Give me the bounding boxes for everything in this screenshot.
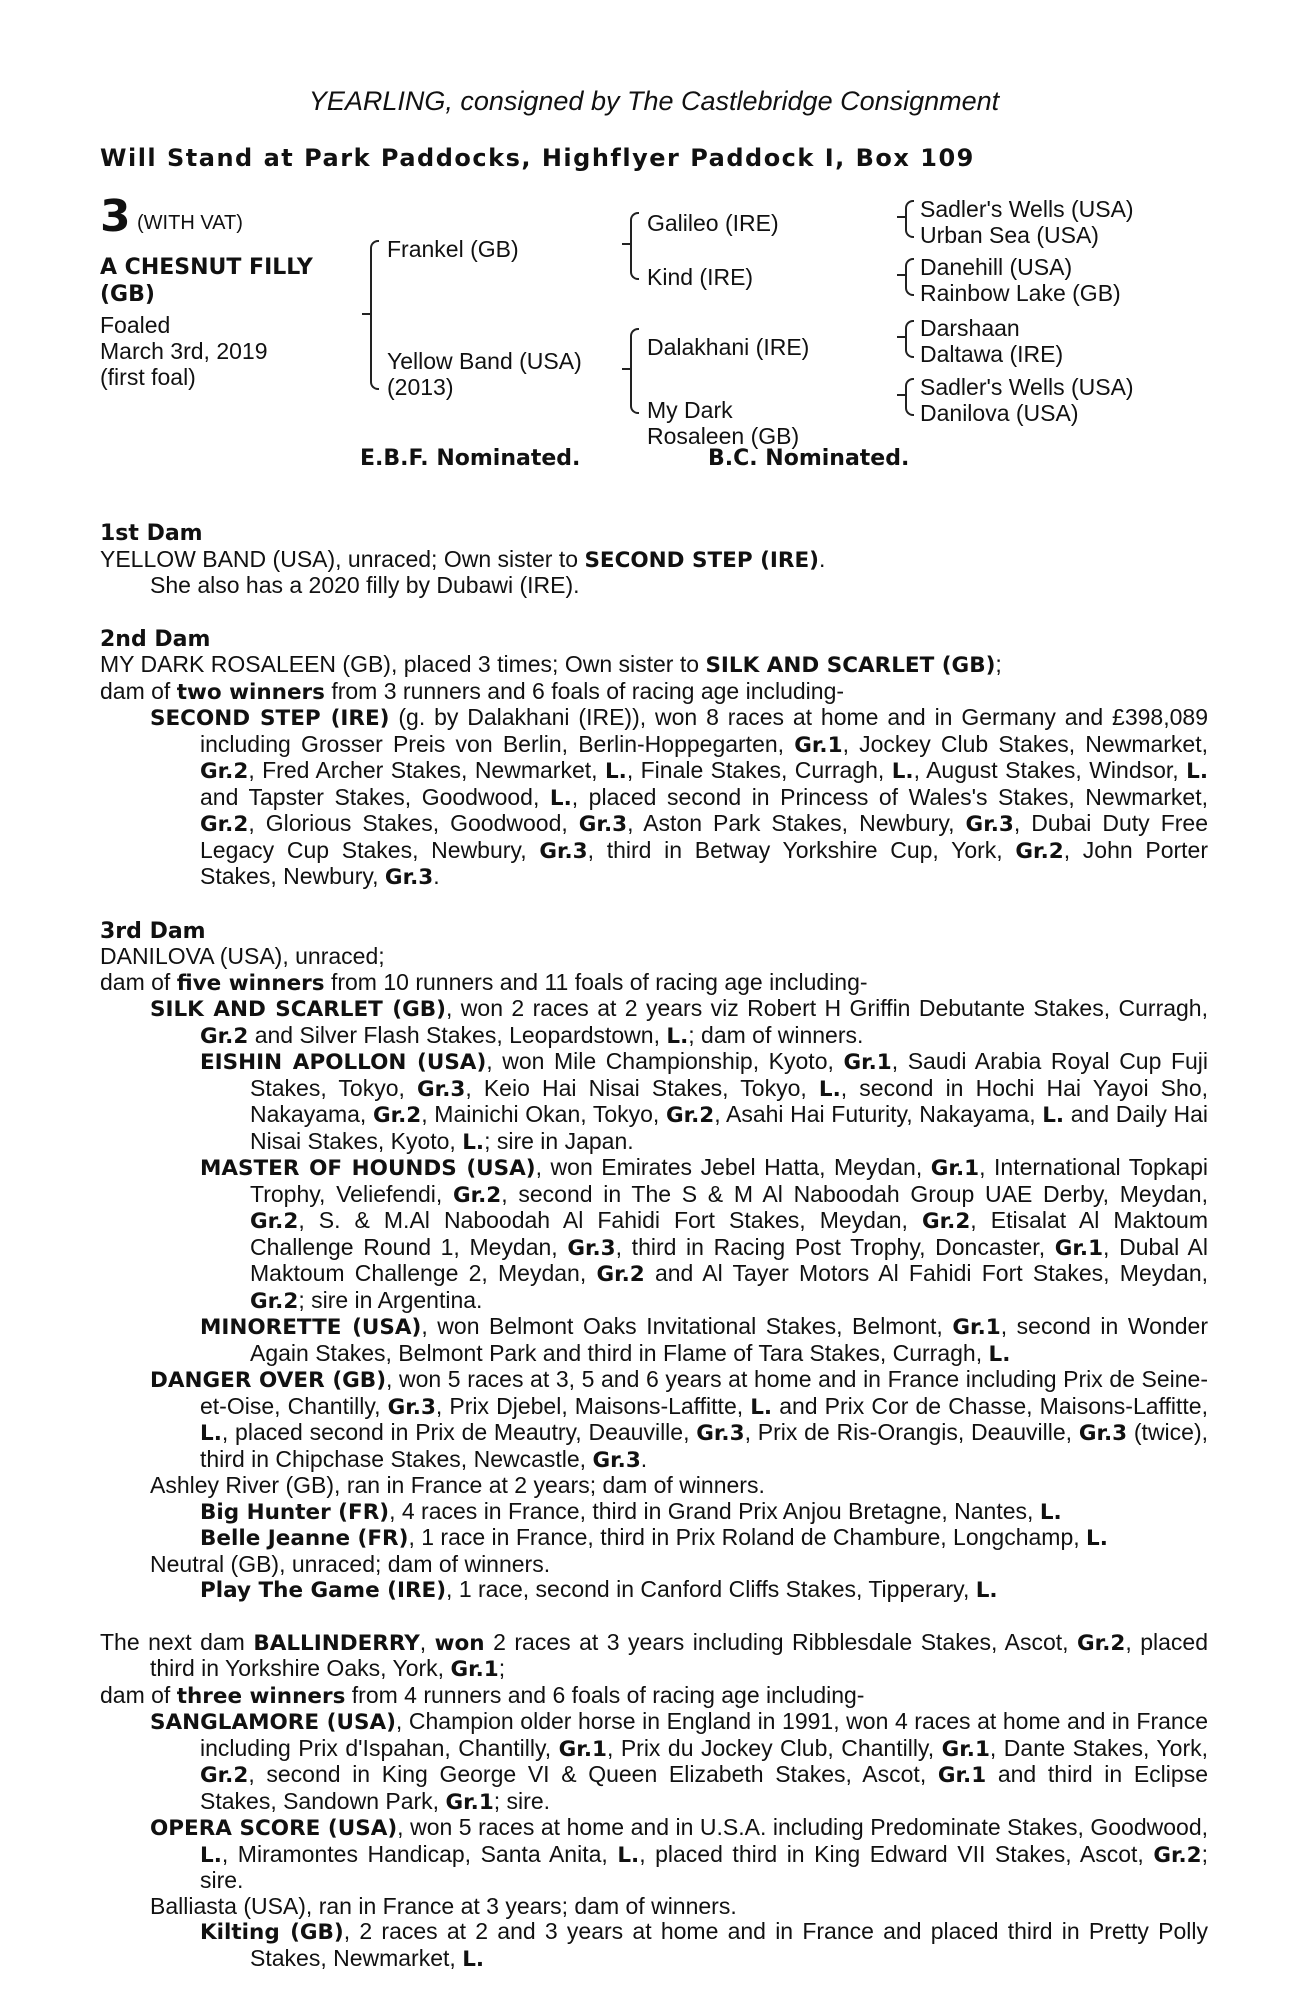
produce-entry xyxy=(100,1155,1208,1314)
bold-text: Gr.2 xyxy=(250,1209,299,1234)
bold-text: L. xyxy=(1186,759,1208,784)
pedigree-table xyxy=(100,191,1208,497)
sister-name: SECOND STEP (IRE) xyxy=(584,547,819,573)
bold-text: Gr.2 xyxy=(372,1103,422,1128)
bold-text: Gr.3 xyxy=(567,1235,616,1261)
text: , Dubai Duty Free Legacy Cup Stakes, Newbury, xyxy=(200,810,1208,863)
text: , International Topkapi Trophy, Veliefendi, xyxy=(250,1154,1209,1207)
text: , Etisalat Al Maktoum Challenge Round 1, Meydan, xyxy=(250,1207,1209,1260)
ebf-nomination: E.B.F. Nominated. xyxy=(360,446,581,471)
text: , Dubal Al Maktoum Challenge 2, Meydan, xyxy=(250,1233,1208,1286)
produce-entry xyxy=(100,1473,1208,1499)
bold-text: Gr.2 xyxy=(1153,1842,1202,1868)
second-dam-runner xyxy=(100,705,1208,891)
next-dam-entry xyxy=(100,1709,1208,1815)
sire-sire-sire: Sadler's Wells (USA) xyxy=(920,196,1134,222)
bold-text: Gr.1 xyxy=(930,1156,980,1181)
third-dam-line: DANILOVA (USA), unraced; xyxy=(100,943,385,969)
bold-text: Gr.3 xyxy=(696,1421,745,1446)
bold-text: Big Hunter (FR) xyxy=(200,1499,390,1525)
bold-text: OPERA SCORE (USA) xyxy=(150,1816,398,1841)
bold-text: Kilting (GB) xyxy=(200,1920,344,1945)
text: , 1 race, second in Canford Cliffs Stakes, Tipperary, xyxy=(446,1576,976,1602)
bold-text: L. xyxy=(666,1023,689,1049)
bold-text: Gr.1 xyxy=(445,1789,494,1815)
produce-entry xyxy=(100,1499,1208,1526)
dam-dam-dam: Danilova (USA) xyxy=(920,400,1079,426)
bold-text: Gr.1 xyxy=(843,1050,892,1075)
gp-bracket-3 xyxy=(905,320,914,358)
dam-parents-bracket xyxy=(630,328,639,414)
text: , Prix Djebel, Maisons-Laffitte, xyxy=(435,1392,751,1419)
text: ; dam of winners. xyxy=(688,1021,864,1048)
bold-text: Gr.1 xyxy=(558,1736,607,1762)
next-dam-entry xyxy=(100,1630,1208,1683)
bold-text: Play The Game (IRE) xyxy=(200,1578,447,1603)
second-dam-heading: 2nd Dam xyxy=(100,626,211,652)
vat-note: (WITH VAT) xyxy=(137,212,243,234)
text: Ashley River (GB), ran in France at 2 years; dam of winners. xyxy=(150,1472,765,1498)
text: , John Porter Stakes, Newbury, xyxy=(200,836,1209,889)
text: , Saudi Arabia Royal Cup Fuji Stakes, Tokyo, xyxy=(250,1048,1209,1101)
next-dam-entry xyxy=(100,1815,1208,1894)
text: 2 races at 3 years including Ribblesdale Stakes, Ascot, xyxy=(484,1628,1078,1655)
text: , placed third in King Edward VII Stakes, Ascot, xyxy=(639,1840,1154,1867)
text: , second in Wonder Again Stakes, Belmont Park and third in Flame of Tara Stakes, Curragh, xyxy=(250,1313,1209,1366)
bold-text: L. xyxy=(818,1076,841,1102)
produce-entry xyxy=(100,1314,1208,1367)
bold-text: MINORETTE (USA) xyxy=(200,1315,422,1340)
text: , won Emirates Jebel Hatta, Meydan, xyxy=(535,1154,931,1180)
text: , Prix de Ris-Orangis, Deauville, xyxy=(744,1419,1079,1445)
text: and Al Tayer Motors Al Fahidi Fort Stakes, Meydan, xyxy=(644,1260,1209,1286)
produce-entry xyxy=(100,1525,1208,1552)
produce-entry xyxy=(100,1577,1208,1604)
text: , won 5 races at home and in U.S.A. including Predominate Stakes, Goodwood, xyxy=(397,1814,1209,1840)
bold-text: three winners xyxy=(176,1683,346,1709)
bold-text: Gr.2 xyxy=(250,1288,299,1314)
text: and Prix Cor de Chasse, Maisons-Laffitte, xyxy=(772,1392,1208,1419)
text: and Silver Flash Stakes, Leopardstown, xyxy=(248,1021,667,1048)
text: , Asahi Hai Futurity, Nakayama, xyxy=(714,1101,1043,1127)
text: , Miramontes Handicap, Santa Anita, xyxy=(221,1840,618,1867)
next-dam-entry xyxy=(100,1683,1208,1710)
bold-text: L. xyxy=(462,1129,485,1155)
second-dam-line: MY DARK ROSALEEN (GB), placed 3 times; Own sister to SILK AND SCARLET (GB); xyxy=(100,651,1002,678)
text: , Champion older horse in England in 1991, won 4 races at home and in France including Prix d'Ispahan, Chantilly, xyxy=(200,1708,1208,1761)
bold-text: Gr.3 xyxy=(387,1394,436,1420)
text: , third in Racing Post Trophy, Doncaster, xyxy=(615,1233,1055,1260)
text: . xyxy=(433,863,440,889)
bold-text: BALLINDERRY xyxy=(253,1630,420,1656)
catalogue-body xyxy=(100,521,1208,1972)
text: , second in Hochi Hai Yayoi Sho, Nakayama, xyxy=(250,1074,1208,1127)
text: and Tapster Stakes, Goodwood, xyxy=(200,783,550,810)
text: ; sire in Argentina. xyxy=(298,1286,483,1313)
text: , Fred Archer Stakes, Newmarket, xyxy=(248,757,605,783)
text: , won Belmont Oaks Invitational Stakes, Belmont, xyxy=(421,1313,953,1339)
first-dam-line: YELLOW BAND (USA), unraced; Own sister to SECOND STEP (IRE). xyxy=(100,545,826,573)
gp-bracket-1 xyxy=(905,200,914,238)
text: and Daily Hai Nisai Stakes, Kyoto, xyxy=(250,1101,1208,1154)
text: , Glorious Stakes, Goodwood, xyxy=(248,810,579,836)
bold-text: SECOND STEP (IRE) xyxy=(150,706,390,731)
bold-text: L. xyxy=(604,759,627,784)
bold-text: Gr.2 xyxy=(452,1182,502,1208)
text: The next dam xyxy=(100,1628,254,1655)
text: , 1 race in France, third in Prix Roland de Chambure, Longchamp, xyxy=(408,1524,1087,1550)
dam-sire: Dalakhani (IRE) xyxy=(647,334,810,360)
text: ; sire. xyxy=(200,1840,1209,1893)
spacer xyxy=(100,1604,1208,1630)
consignment-header: YEARLING, consigned by The Castlebridge Consignment xyxy=(308,86,1000,116)
sire-dam: Kind (IRE) xyxy=(647,264,754,290)
produce-entry xyxy=(100,1367,1208,1473)
bold-text: Gr.2 xyxy=(1077,1630,1126,1656)
bold-text: MASTER OF HOUNDS (USA) xyxy=(200,1156,536,1181)
text: , Aston Park Stakes, Newbury, xyxy=(627,810,966,836)
third-dam-summary: dam of five winners from 10 runners and 11 foals of racing age including- xyxy=(100,968,868,996)
gp-bracket-2 xyxy=(905,258,914,296)
bold-text: Gr.3 xyxy=(384,865,434,890)
text: , 2 races at 2 and 3 years at home and in France and placed third in Pretty Polly Stakes, Newmarket, xyxy=(250,1918,1208,1971)
dam-dam: My Dark Rosaleen (GB) xyxy=(647,397,800,449)
sire-dam-dam: Rainbow Lake (GB) xyxy=(920,280,1121,306)
text: , August Stakes, Windsor, xyxy=(913,757,1187,783)
bold-text: Gr.3 xyxy=(417,1076,466,1102)
bracket-point xyxy=(897,216,905,218)
bold-text: L. xyxy=(988,1341,1011,1367)
text: from 4 runners and 6 foals of racing age including- xyxy=(345,1681,865,1708)
gp-bracket-4 xyxy=(905,378,914,416)
bold-text: L. xyxy=(549,785,572,811)
text: . xyxy=(640,1445,648,1472)
sire-parents-bracket xyxy=(630,212,639,280)
text: and third in Eclipse Stakes, Sandown Park, xyxy=(200,1761,1208,1814)
next-dam-section xyxy=(100,1630,1208,1973)
catalogue-page xyxy=(100,82,1208,1972)
bracket-point xyxy=(897,336,905,338)
bold-text: L. xyxy=(1042,1103,1065,1128)
text: ; sire in Japan. xyxy=(484,1127,634,1154)
text: , placed second in Princess of Wales's Stakes, Newmarket, xyxy=(571,783,1208,810)
text: , Finale Stakes, Curragh, xyxy=(626,757,892,783)
dam-year: (2013) xyxy=(387,374,454,400)
bracket-point xyxy=(622,243,630,245)
first-dam-heading: 1st Dam xyxy=(100,521,203,546)
bold-text: Belle Jeanne (FR) xyxy=(200,1526,409,1551)
foaled-label: Foaled xyxy=(100,312,171,338)
bold-text: Gr.2 xyxy=(200,1023,249,1049)
text: dam of xyxy=(100,1681,177,1708)
third-dam-heading: 3rd Dam xyxy=(100,918,206,944)
text: ; xyxy=(498,1655,506,1681)
bold-text: L. xyxy=(891,759,914,784)
text: , second in The S & M Al Naboodah Group UAE Derby, Meydan, xyxy=(501,1180,1208,1207)
bold-text: Gr.3 xyxy=(578,812,628,837)
bold-text: Gr.3 xyxy=(965,812,1014,837)
sire-sire: Galileo (IRE) xyxy=(647,210,779,236)
first-dam-produce: She also has a 2020 filly by Dubawi (IRE). xyxy=(150,572,580,598)
produce-entry xyxy=(100,1552,1208,1578)
next-dam-entry xyxy=(100,1919,1208,1972)
bold-text: Gr.2 xyxy=(200,759,249,784)
bc-nomination: B.C. Nominated. xyxy=(708,446,910,471)
dam-dam-sire: Sadler's Wells (USA) xyxy=(920,374,1134,400)
bold-text: Gr.3 xyxy=(1078,1421,1128,1446)
bold-text: Gr.2 xyxy=(1015,838,1064,864)
dam-sire-dam: Daltawa (IRE) xyxy=(920,341,1064,367)
text: , Jockey Club Stakes, Newmarket, xyxy=(842,730,1208,757)
bracket-point xyxy=(897,394,905,396)
bold-text: Gr.2 xyxy=(200,1763,249,1788)
bold-text: Gr.3 xyxy=(539,838,588,864)
bracket-point xyxy=(362,313,370,315)
third-dam-produce xyxy=(100,996,1208,1604)
lot-name: A CHESNUT FILLY (GB) xyxy=(100,255,313,307)
bold-text: L. xyxy=(975,1578,998,1603)
text: (twice), third in Chipchase Stakes, Newcastle, xyxy=(200,1419,1209,1472)
text: , third in Betway Yorkshire Cup, York, xyxy=(587,836,1016,863)
text: , won 2 races at 2 years viz Robert H Griffin Debutante Stakes, Curragh, xyxy=(446,995,1208,1021)
next-dam-entry xyxy=(100,1894,1208,1920)
bold-text: L. xyxy=(1086,1526,1108,1551)
bold-text: Gr.1 xyxy=(941,1736,990,1762)
text: , Mainichi Okan, Tokyo, xyxy=(421,1101,666,1127)
lot-number-line xyxy=(100,191,243,242)
sire: Frankel (GB) xyxy=(387,236,519,262)
produce-entry xyxy=(100,1049,1208,1155)
text: , xyxy=(419,1628,435,1655)
text: , won Mile Championship, Kyoto, xyxy=(486,1048,844,1074)
text: , Prix du Jockey Club, Chantilly, xyxy=(606,1734,942,1761)
text: ; sire. xyxy=(493,1787,551,1814)
bold-text: Gr.1 xyxy=(952,1315,1001,1340)
dam: Yellow Band (USA) xyxy=(387,348,582,374)
text: , second in King George VI & Queen Elizabeth Stakes, Ascot, xyxy=(248,1761,938,1787)
bracket-point xyxy=(622,368,630,370)
text: (g. by Dalakhani (IRE)), won 8 races at home and in Germany and £398,089 including Grosser Preis von Berlin, Berlin-Hoppegarten, xyxy=(200,704,1208,757)
sire-dam-bracket xyxy=(370,240,379,390)
bold-text: Gr.1 xyxy=(937,1763,987,1788)
bold-text: EISHIN APOLLON (USA) xyxy=(200,1050,487,1075)
foaled-date: March 3rd, 2019 xyxy=(100,338,268,364)
produce-entry xyxy=(100,996,1208,1049)
lot-number: 3 xyxy=(100,191,131,242)
text: , placed second in Prix de Meautry, Deauville, xyxy=(221,1419,697,1445)
bold-text: L. xyxy=(750,1394,773,1420)
text: , 4 races in France, third in Grand Prix Anjou Bretagne, Nantes, xyxy=(389,1497,1040,1524)
bold-text: Gr.2 xyxy=(596,1262,645,1287)
sister-name: SILK AND SCARLET (GB) xyxy=(705,653,996,678)
bold-text: Gr.2 xyxy=(665,1103,715,1128)
second-dam-summary: dam of two winners from 3 runners and 6 foals of racing age including- xyxy=(100,677,845,705)
text: , placed third in Yorkshire Oaks, York, xyxy=(150,1628,1208,1681)
bold-text: Gr.1 xyxy=(794,732,843,758)
text: Balliasta (USA), ran in France at 3 years; dam of winners. xyxy=(150,1892,737,1919)
bold-text: Gr.1 xyxy=(450,1657,499,1682)
bold-text: Gr.3 xyxy=(592,1447,641,1473)
bracket-point xyxy=(897,274,905,276)
sire-sire-dam: Urban Sea (USA) xyxy=(920,222,1099,248)
text: , Keio Hai Nisai Stakes, Tokyo, xyxy=(465,1074,819,1101)
text: , S. & M.Al Naboodah Al Fahidi Fort Stakes, Meydan, xyxy=(298,1207,922,1233)
bold-text: DANGER OVER (GB) xyxy=(150,1368,387,1393)
bold-text: L. xyxy=(200,1842,222,1868)
bold-text: L. xyxy=(462,1946,485,1972)
bold-text: SILK AND SCARLET (GB) xyxy=(150,997,446,1022)
bold-text: L. xyxy=(1039,1499,1062,1525)
bold-text: Gr.2 xyxy=(200,812,249,837)
foal-note: (first foal) xyxy=(100,364,196,390)
dam-sire-sire: Darshaan xyxy=(920,315,1020,341)
bold-text: Gr.1 xyxy=(1054,1235,1104,1261)
bold-text: L. xyxy=(617,1842,640,1868)
bold-text: SANGLAMORE (USA) xyxy=(150,1710,396,1735)
text: Neutral (GB), unraced; dam of winners. xyxy=(150,1550,551,1577)
bold-text: L. xyxy=(200,1421,222,1446)
bold-text: won xyxy=(434,1630,485,1656)
sire-dam-sire: Danehill (USA) xyxy=(920,254,1073,280)
bold-text: Gr.2 xyxy=(921,1209,971,1234)
stand-location: Will Stand at Park Paddocks, Highflyer Paddock I, Box 109 xyxy=(100,144,975,172)
text: , won 5 races at 3, 5 and 6 years at home and in France including Prix de Seine-et-Oise, Chantilly, xyxy=(200,1366,1208,1419)
text: , Dante Stakes, York, xyxy=(989,1734,1208,1761)
